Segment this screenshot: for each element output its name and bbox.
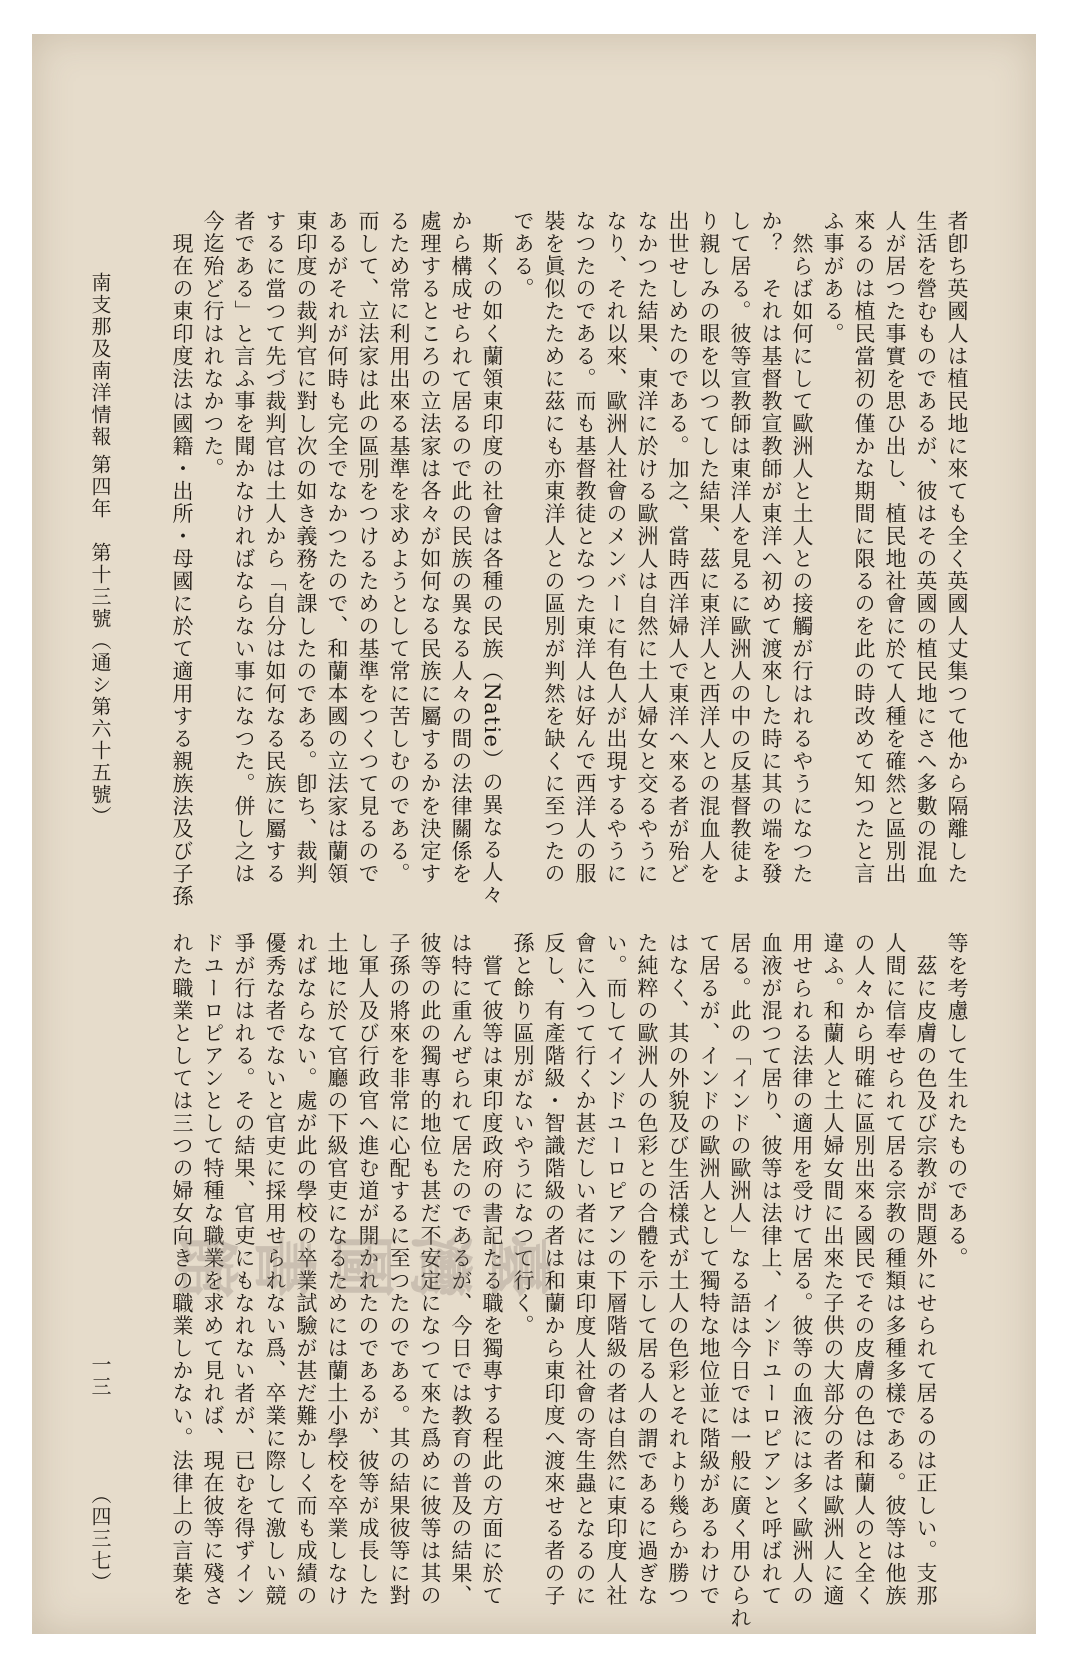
issue-number: 第四年 第十三號（通シ第六十五號） <box>88 454 112 828</box>
text-column: ふ事がある。 <box>821 210 845 345</box>
scanned-page <box>32 34 1036 1634</box>
text-column: た純粹の歐洲人の色彩との合體を示して居る人の謂であるに過ぎな <box>635 932 659 1607</box>
page-number-alt: （四三七） <box>88 1484 112 1594</box>
text-column: はなく、其の外貌及び生活樣式が土人の色彩とそれより幾らか勝つ <box>666 932 690 1607</box>
text-column: するに當つて先づ裁判官は土人から「自分は如何なる民族に屬する <box>263 210 287 885</box>
text-column: 反し、有產階級・智識階級の者は和蘭から東印度へ渡來せる者の子 <box>542 932 566 1607</box>
text-column: 現在の東印度法は國籍・出所・母國に於て適用する親族法及び子孫 <box>170 210 194 908</box>
text-column: ればならない。處が此の學校の卒業試驗が甚だ難かしく而も成績の <box>294 932 318 1607</box>
text-column: い。而してインドユーロピアンの下層階級の者は自然に東印度人社 <box>604 932 628 1607</box>
text-column: 爭が行はれる。その結果、官吏にもなれない者が、已むを得ずイン <box>232 932 256 1607</box>
text-column: 子孫の將來を非常に心配するに至つたのである。其の結果彼等に對 <box>387 932 411 1607</box>
upper-text-block <box>166 210 972 908</box>
page-number: 一三 <box>88 1354 112 1398</box>
text-column: 來るのは植民當初の僅かな期間に限るのを此の時改めて知つたと言 <box>852 210 876 885</box>
text-column: 而して、立法家は此の區別をつけるための基準をつくつて見るので <box>356 210 380 885</box>
text-column: 者である」と言ふ事を聞かなければならない事になつた。併し之は <box>232 210 256 885</box>
text-column: 人間に信奉せられて居る宗教の種類は多種多樣である。彼等は他族 <box>883 932 907 1607</box>
text-column: 處理するところの立法家は各々が如何なる民族に屬するかを決定す <box>418 210 442 885</box>
text-column: り親しみの眼を以つてした結果、茲に東洋人と西洋人との混血人を <box>697 210 721 885</box>
text-column: 者卽ち英國人は植民地に來ても全く英國人丈集つて他から隔離した <box>945 210 969 885</box>
text-column: である。 <box>511 210 535 300</box>
text-column: なり、それ以來、歐洲人社會のメンバーに有色人が出現するやうに <box>604 210 628 885</box>
text-column: し軍人及び行政官へ進む道が開かれたのであるが、彼等が成長した <box>356 932 380 1607</box>
text-column: あるがそれが何時も完全でなかつたので、和蘭本國の立法家は蘭領 <box>325 210 349 885</box>
text-column: 裝を眞似たために茲にも亦東洋人との區別が判然を缺くに至つたの <box>542 210 566 885</box>
text-column: 會に入つて行くか甚だしい者には東印度人社會の寄生蟲となるのに <box>573 932 597 1607</box>
text-column: 土地に於て官廳の下級官吏になるためには蘭土小學校を卒業しなけ <box>325 932 349 1607</box>
text-column: か？ それは基督教宣教師が東洋へ初めて渡來した時に其の端を發 <box>759 210 783 885</box>
text-column: 出世せしめたのである。加之、當時西洋婦人で東洋へ來る者が殆ど <box>666 210 690 885</box>
text-column: 等を考慮して生れたものである。 <box>945 932 969 1270</box>
text-column: 嘗て彼等は東印度政府の書記たる職を獨專する程此の方面に於て <box>480 932 504 1607</box>
text-column: 人が居つた事實を思ひ出し、植民地社會に於て人種を確然と區別出 <box>883 210 907 885</box>
text-column: して居る。彼等宣教師は東洋人を見るに歐洲人の中の反基督教徒よ <box>728 210 752 885</box>
text-column: れた職業としては三つの婦女向きの職業しかない。法律上の言葉を <box>170 932 194 1607</box>
text-column: なかつた結果、東洋に於ける歐洲人は自然に土人婦女と交るやうに <box>635 210 659 885</box>
text-column: 然らば如何にして歐洲人と土人との接觸が行はれるやうになつた <box>790 210 814 885</box>
text-column: るため常に利用出來る基準を求めようとして常に苦しむのである。 <box>387 210 411 885</box>
text-column: は特に重んぜられて居たのであるが、今日では教育の普及の結果、 <box>449 932 473 1607</box>
text-column: 優秀な者でないと官吏に採用せられない爲、卒業に際して激しい競 <box>263 932 287 1607</box>
text-column: なつたのである。而も基督教徒となつた東洋人は好んで西洋人の服 <box>573 210 597 885</box>
text-column: 茲に皮膚の色及び宗教が問題外にせられて居るのは正しい。支那 <box>914 932 938 1607</box>
library-watermark: 臺灣圖書館 <box>162 1223 552 1297</box>
text-column: から構成せられて居るので此の民族の異なる人々の間の法律關係を <box>449 210 473 885</box>
text-column: 用せられる法律の適用を受けて居る。彼等の血液には多く歐洲人の <box>790 932 814 1607</box>
text-column: 違ふ。和蘭人と土人婦女間に出來た子供の大部分の者は歐洲人に適 <box>821 932 845 1607</box>
text-column: 居る。此の「インドの歐洲人」なる語は今日では一般に廣く用ひられ <box>728 932 752 1630</box>
text-column: 今迄殆ど行はれなかつた。 <box>201 210 225 480</box>
text-column: て居るが、インドの歐洲人として獨特な地位並に階級があるわけで <box>697 932 721 1607</box>
text-column: 東印度の裁判官に對し次の如き義務を課したのである。卽ち、裁判 <box>294 210 318 885</box>
journal-title: 南支那及南洋情報 <box>88 272 112 448</box>
text-column: 血液が混つて居り、彼等は法律上、インドユーロピアンと呼ばれて <box>759 932 783 1607</box>
text-column: ドユーロピアンとして特種な職業を求めて見れば、現在彼等に殘さ <box>201 932 225 1607</box>
text-column: 孫と餘り區別がないやうになつて行く。 <box>511 932 535 1337</box>
text-column: 彼等の此の獨專的地位も甚だ不安定になつて來た爲めに彼等は其の <box>418 932 442 1607</box>
text-column: 斯くの如く蘭領東印度の社會は各種の民族（Natie）の異なる人々 <box>480 210 504 906</box>
text-column: の人々から明確に區別出來る國民でその皮膚の色は和蘭人のと全く <box>852 932 876 1607</box>
text-column: 生活を營むものであるが、彼はその英國の植民地にさへ多數の混血 <box>914 210 938 885</box>
